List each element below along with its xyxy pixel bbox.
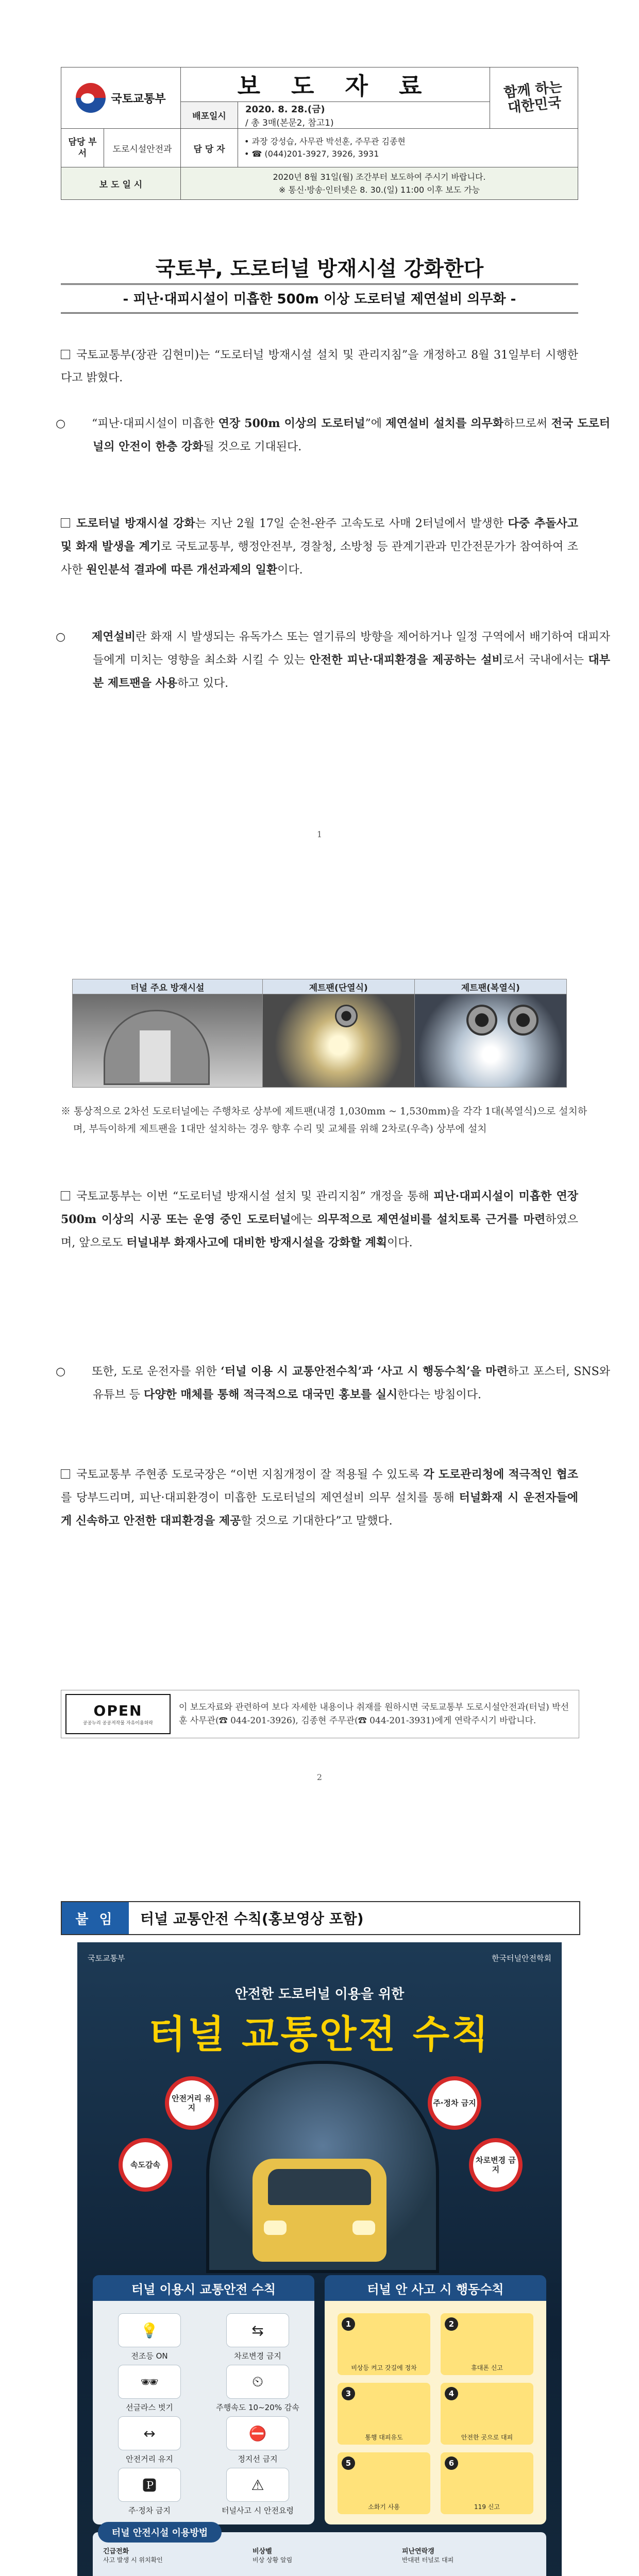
paragraph-background: 도로터널 방재시설 강화는 지난 2월 17일 순천-완주 고속도로 사매 2터널에서 발생한 다중 추돌사고 및 화재 발생을 계기로 국토교통부, 행정안전부, 경찰청, 소방청 등 관계기관과 민간전문가가 참여하여 조사한 원인분석 결과에 따른 개선과제의 일환이다. [61, 517, 579, 577]
action-item: 3 통행 대피유도 [338, 2383, 430, 2445]
headlight-icon: 💡 [118, 2313, 181, 2347]
page-1 [0, 0, 639, 845]
paragraph-intro: 국토교통부(장관 김현미)는 “도로터널 방재시설 설치 및 관리지침”을 개정하고 8월 31일부터 시행한다고 밝혔다. [61, 349, 578, 384]
table-header-jetfan-double: 제트팬(복열식) [414, 979, 566, 994]
rule-item: ⛔ 정지선 금지 [211, 2416, 304, 2464]
action-item: 2 휴대폰 신고 [441, 2313, 533, 2375]
warning-icon: ⚠ [226, 2468, 289, 2502]
attachment-title: 터널 교통안전 수칙(홍보영상 포함) [140, 1910, 364, 1927]
press-title: 국토부, 도로터널 방재시설 강화한다 [155, 257, 484, 281]
paragraph-guideline-revision: 국토교통부는 이번 “도로터널 방재시설 설치 및 관리지침” 개정을 통해 피난·대피시설이 미흡한 연장 500m 이상의 시공 또는 운영 중인 도로터널에는 의무적으로 제연설비를 설치토록 근거를 마련하였으며, 앞으로도 터널내부 화재사고에 대비한 방재시설을 강화할 계획이다. [61, 1190, 578, 1249]
circle-bullet-icon: ○ [56, 631, 66, 643]
tunnel-facility-photo-table [72, 979, 567, 1088]
rule-item: 💡 전조등 ON [103, 2313, 196, 2361]
facility-item: 비상벨 비상 상황 알림 [253, 2548, 293, 2564]
square-bullet-icon [61, 350, 70, 359]
rule-item: 🅿 주·정차 금지 [103, 2468, 196, 2516]
photo-jetfan-single [262, 994, 414, 1088]
rule-item: ↔ 안전거리 유지 [103, 2416, 196, 2464]
rule-item: ⚠ 터널사고 시 안전요령 [211, 2468, 304, 2516]
action-item: 6 119 신고 [441, 2452, 533, 2514]
department-label: 담당 부서 [61, 129, 104, 167]
table-header-jetfan-single: 제트팬(단열식) [262, 979, 414, 994]
safety-facility-heading: 터널 안전시설 이용방법 [98, 2522, 222, 2543]
open-license-box [61, 1690, 579, 1738]
facility-item: 긴급전화 사고 발생 시 위치확인 [103, 2548, 163, 2564]
rule-item: ⇆ 차로변경 금지 [211, 2313, 304, 2361]
release-date-label: 배포일시 [181, 102, 238, 129]
press-subtitle: - 피난·대피시설이 미흡한 500m 이상 도로터널 제연설비 의무화 - [123, 292, 516, 307]
panel-usage-rules [93, 2277, 314, 2524]
poster-org-right: 한국터널안전학회 [492, 1953, 551, 1963]
poster-title: 터널 교통안전 수칙 [148, 2012, 491, 2057]
stop-line-icon: ⛔ [226, 2416, 289, 2450]
ministry-logo-cell [61, 67, 181, 129]
department-value: 도로시설안전과 [112, 144, 172, 155]
document-title: 보 도 자 료 [181, 67, 490, 102]
contact-info-text: 이 보도자료와 관련하여 보다 자세한 내용이나 취재를 원하시면 국토교통부 도로시설안전과(터널) 박선훈 사무관(☎ 044-201-3926), 김종현 주무관(☎ 044-201-3931)에게 연락주시기 바랍니다. [179, 1702, 569, 1726]
no-stop-sign: 주·정차 금지 [428, 2076, 481, 2130]
paragraph-director-quote: 국토교통부 주현종 도로국장은 “이번 지침개정이 잘 적용될 수 있도록 각 도로관리청에 적극적인 협조를 당부드리며, 피난·대피환경이 미흡한 도로터널의 제연설비 의무 설치를 통해 터널화재 시 운전자들에게 신속하고 안전한 대피환경을 제공할 것으로 기대한다”고 말했다. [61, 1468, 578, 1528]
slogan-logo: 함께 하는 대한민국 [503, 79, 563, 116]
action-item: 5 소화기 사용 [338, 2452, 430, 2514]
ministry-name: 국토교통부 [111, 92, 166, 106]
square-bullet-icon [61, 1191, 70, 1200]
panel-usage-rules-heading: 터널 이용시 교통안전 수칙 [93, 2275, 314, 2301]
page-number: 1 [316, 829, 323, 839]
lane-change-icon: ⇆ [226, 2313, 289, 2347]
facility-item: 피난연락갱 반대편 터널로 대피 [402, 2548, 454, 2564]
jetfan-installation-note: ※ 통상적으로 2차선 도로터널에는 주행차로 상부에 제트팬(내경 1,030mm ~ 1,530mm)을 각각 1대(복열식)으로 설치하며, 부득이하게 제트팬을 1대만 설치하는 경우 향후 수리 및 교체를 위해 2차로(우측) 상부에 설치 [61, 1106, 587, 1134]
government-emblem-icon [76, 83, 106, 113]
open-license-logo: OPEN 공공누리 공공저작물 자유이용허락 [65, 1694, 171, 1734]
photo-tunnel-facilities [73, 994, 263, 1088]
square-bullet-icon [61, 518, 70, 528]
paragraph-expectation: ○ “피난·대피시설이 미흡한 연장 500m 이상의 도로터널”에 제연설비 설치를 의무화하므로써 전국 도로터널의 안전이 한층 강화될 것으로 기대된다. [61, 412, 610, 459]
sunglasses-icon: 🕶 [118, 2365, 181, 2399]
table-header-facilities: 터널 주요 방재시설 [73, 979, 263, 994]
safety-facility-band [93, 2528, 546, 2576]
rule-item: ⏲ 주행속도 10~20% 감속 [211, 2365, 304, 2413]
circle-bullet-icon: ○ [56, 1365, 66, 1378]
tunnel-safety-poster [77, 1942, 562, 2576]
no-lane-change-sign: 차로변경 금지 [469, 2138, 523, 2192]
photo-jetfan-double [414, 994, 566, 1088]
distance-sign: 안전거리 유지 [165, 2076, 218, 2130]
attachment-tag: 붙 임 [62, 1902, 129, 1934]
department-cell [61, 129, 181, 167]
no-parking-icon: 🅿 [118, 2468, 181, 2502]
square-bullet-icon [61, 1469, 70, 1479]
embargo-label: 보 도 일 시 [61, 167, 181, 200]
title-divider [61, 283, 578, 285]
paragraph-smoke-control: ○ 제연설비란 화재 시 발생되는 유독가스 또는 열기류의 방향을 제어하거나 일정 구역에서 배기하여 대피자들에게 미치는 영향을 최소화 시킬 수 있는 안전한 피난·대피환경을 제공하는 설비로서 국내에서는 대부분 제트팬을 사용하고 있다. [61, 625, 610, 695]
contact-label: 담 당 자 [181, 129, 238, 167]
panel-accident-actions [325, 2277, 546, 2524]
speed-sign: 속도감속 [119, 2138, 172, 2192]
speedometer-icon: ⏲ [226, 2365, 289, 2399]
poster-subtitle: 안전한 도로터널 이용을 위한 [234, 1987, 405, 2002]
contact-value: • 과장 강성습, 사무관 박선훈, 주무관 김종현 • ☎ (044)201-3927, 3926, 3931 [238, 129, 578, 167]
paragraph-public-campaign: ○ 또한, 도로 운전자를 위한 ‘터널 이용 시 교통안전수칙’과 ‘사고 시 행동수칙’을 마련하고 포스터, SNS와 유튜브 등 다양한 매체를 통해 적극적으로 대국민 홍보를 실시한다는 방침이다. [61, 1360, 610, 1406]
poster-top-bar [77, 1942, 562, 1973]
subtitle-divider [61, 312, 578, 314]
rule-item: 🕶 선글라스 벗기 [103, 2365, 196, 2413]
slogan-cell [490, 67, 578, 129]
action-item: 4 안전한 곳으로 대피 [441, 2383, 533, 2445]
page-number: 2 [316, 1772, 323, 1782]
press-header-table [61, 67, 578, 200]
release-date-value: 2020. 8. 28.(금) / 총 3매(본문2, 참고1) [238, 102, 490, 129]
distance-icon: ↔ [118, 2416, 181, 2450]
car-illustration-icon [253, 2159, 386, 2262]
panel-accident-actions-heading: 터널 안 사고 시 행동수칙 [325, 2275, 546, 2301]
attachment-header [61, 1901, 580, 1935]
circle-bullet-icon: ○ [56, 417, 66, 430]
embargo-value: 2020년 8월 31일(월) 조간부터 보도하여 주시기 바랍니다. ※ 통신·방송·인터넷은 8. 30.(일) 11:00 이후 보도 가능 [181, 167, 578, 200]
action-item: 1 비상등 켜고 갓길에 정차 [338, 2313, 430, 2375]
poster-org-left: 국토교통부 [88, 1953, 125, 1963]
